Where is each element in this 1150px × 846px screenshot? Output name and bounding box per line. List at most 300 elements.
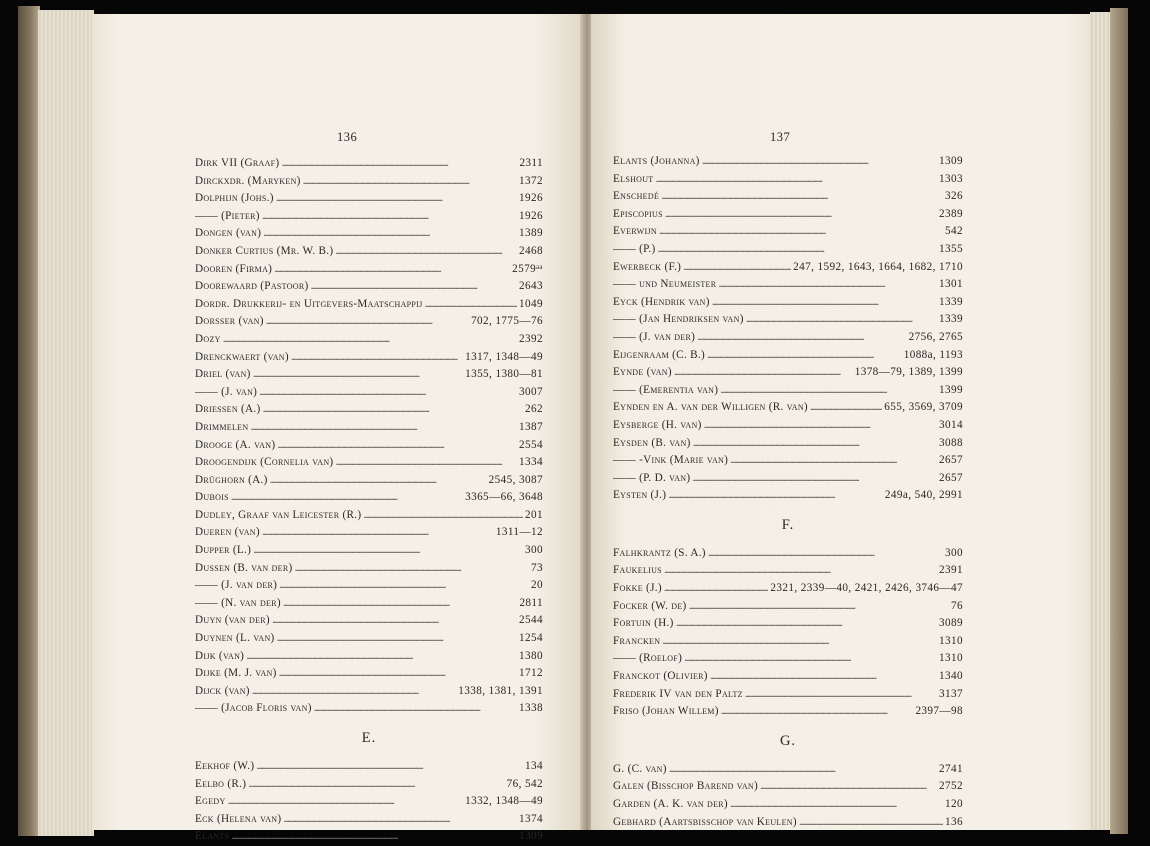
entry-pages: 2397—98 bbox=[915, 705, 963, 718]
entry-name: Drooge (A. van) bbox=[195, 438, 276, 451]
entry-name: Driel (van) bbox=[195, 368, 251, 381]
entry-pages: 134 bbox=[525, 760, 543, 772]
dot-leader bbox=[676, 615, 937, 633]
dot-leader bbox=[697, 329, 906, 347]
entry-name: —— (Roelof) bbox=[613, 652, 683, 665]
dot-leader bbox=[270, 472, 487, 490]
entry-pages: 1926 bbox=[519, 209, 543, 222]
entry-name: Duyn (van der) bbox=[195, 614, 270, 627]
entry-pages: 76 bbox=[951, 599, 963, 612]
index-entry bbox=[195, 454, 543, 472]
entry-name: —— (J. van der) bbox=[195, 579, 278, 592]
index-entry bbox=[613, 562, 963, 580]
entry-name: Elants bbox=[195, 830, 230, 843]
index-entry bbox=[195, 173, 543, 191]
dot-leader bbox=[730, 452, 937, 470]
index-entry bbox=[195, 595, 543, 613]
index-entry bbox=[613, 206, 963, 224]
entry-pages: 1301 bbox=[939, 278, 963, 291]
entry-name: Frederik IV van den Paltz bbox=[613, 687, 743, 700]
entry-pages: 1355 bbox=[939, 242, 963, 255]
index-entry bbox=[195, 401, 543, 419]
dot-leader bbox=[665, 206, 937, 224]
entry-name: Everwijn bbox=[613, 225, 657, 238]
entry-name: —— (P. D. van) bbox=[613, 471, 691, 484]
dot-leader bbox=[718, 276, 937, 294]
index-entry bbox=[195, 437, 543, 455]
entry-pages: 20 bbox=[531, 579, 543, 592]
index-entry bbox=[195, 524, 543, 542]
index-column-right bbox=[613, 153, 963, 831]
entry-pages: 1088a, 1193 bbox=[903, 348, 963, 361]
index-entry bbox=[613, 615, 963, 633]
entry-name: Friso (Johan Willem) bbox=[613, 705, 719, 718]
dot-leader bbox=[708, 545, 943, 563]
index-entry bbox=[613, 814, 963, 832]
entry-pages: 326 bbox=[945, 190, 963, 203]
dot-leader bbox=[263, 401, 523, 419]
index-entry bbox=[195, 208, 543, 226]
entry-pages: 3088 bbox=[939, 436, 963, 449]
entry-name: Drenckwaert (van) bbox=[195, 350, 289, 363]
entry-pages: 655, 3569, 3709 bbox=[884, 401, 963, 414]
dot-leader bbox=[262, 524, 494, 542]
entry-name: Galen (Bisschop Barend van) bbox=[613, 780, 759, 793]
index-entry bbox=[195, 758, 543, 776]
dot-leader bbox=[276, 190, 517, 208]
entry-pages: 1372 bbox=[519, 174, 543, 187]
entry-name: —— (Jacob Floris van) bbox=[195, 702, 312, 715]
dot-leader bbox=[253, 366, 463, 384]
dot-leader bbox=[425, 296, 517, 314]
dot-leader bbox=[335, 243, 517, 261]
index-entry bbox=[613, 470, 963, 488]
index-entry bbox=[195, 630, 543, 648]
entries-d bbox=[195, 155, 543, 718]
entry-name: Eynden en A. van der Willigen (R. van) bbox=[613, 401, 808, 414]
entry-pages: 1254 bbox=[519, 632, 543, 645]
dot-leader bbox=[799, 814, 943, 832]
entry-name: Garden (A. K. van der) bbox=[613, 798, 728, 810]
index-entry bbox=[613, 796, 963, 814]
dot-leader bbox=[692, 470, 937, 488]
index-entry bbox=[195, 648, 543, 666]
entry-pages: 2811 bbox=[519, 596, 543, 609]
index-entry bbox=[195, 472, 543, 490]
book-cover-right bbox=[1110, 8, 1128, 834]
index-column-left bbox=[195, 155, 543, 846]
entry-pages: 1334 bbox=[519, 456, 543, 469]
page-edges-right bbox=[1090, 12, 1112, 830]
entry-pages: 300 bbox=[945, 546, 963, 559]
entry-pages: 2321, 2339—40, 2421, 2426, 3746—47 bbox=[770, 582, 963, 595]
entry-pages: 3365—66, 3648 bbox=[465, 491, 543, 504]
index-entry bbox=[613, 329, 963, 347]
entry-pages: 2545, 3087 bbox=[488, 473, 543, 486]
dot-leader bbox=[720, 382, 937, 400]
entry-pages: 3007 bbox=[519, 385, 543, 398]
entry-name: Dolphijn (Johs.) bbox=[195, 192, 274, 205]
entry-name: —— (Emerentia van) bbox=[613, 383, 719, 396]
entry-name: Dirk VII (Graaf) bbox=[195, 157, 280, 169]
entry-pages: 249a, 540, 2991 bbox=[884, 489, 963, 502]
dot-leader bbox=[662, 633, 937, 651]
index-entry bbox=[195, 419, 543, 437]
page-edges-left bbox=[38, 10, 94, 836]
entry-pages: 2389 bbox=[939, 207, 963, 220]
entry-pages: 201 bbox=[525, 508, 543, 521]
dot-leader bbox=[277, 630, 517, 648]
dot-leader bbox=[730, 796, 943, 814]
entries-g bbox=[613, 761, 963, 831]
entry-pages: 542 bbox=[945, 225, 963, 238]
index-entry bbox=[613, 153, 963, 171]
dot-leader bbox=[684, 650, 937, 668]
dot-leader bbox=[274, 261, 510, 279]
dot-leader bbox=[745, 686, 937, 704]
entry-name: Francken bbox=[613, 634, 661, 647]
entry-name: Franckot (Olivier) bbox=[613, 670, 708, 683]
dot-leader bbox=[656, 171, 938, 189]
index-entry bbox=[195, 261, 543, 279]
index-entry bbox=[195, 313, 543, 331]
entry-pages: 1303 bbox=[939, 172, 963, 185]
dot-leader bbox=[259, 384, 517, 402]
index-entry bbox=[613, 347, 963, 365]
entry-name: Fokke (J.) bbox=[613, 582, 662, 595]
dot-leader bbox=[277, 437, 517, 455]
section-heading-e: E. bbox=[361, 730, 377, 746]
entry-pages: 2756, 2765 bbox=[908, 330, 963, 343]
entry-name: G. (C. van) bbox=[613, 762, 667, 775]
entry-name: Dijke (M. J. van) bbox=[195, 667, 277, 680]
entry-pages: 2741 bbox=[939, 762, 963, 775]
index-entry bbox=[613, 778, 963, 796]
index-entry bbox=[613, 761, 963, 779]
entry-name: Droogendijk (Cornelia van) bbox=[195, 456, 334, 469]
entry-name: Elants (Johanna) bbox=[613, 155, 700, 167]
section-heading-g: G. bbox=[779, 732, 797, 749]
entry-name: Dijk (van) bbox=[195, 649, 245, 662]
entry-pages: 2392 bbox=[519, 332, 543, 345]
index-entry bbox=[613, 435, 963, 453]
entry-pages: 1317, 1348—49 bbox=[465, 350, 543, 363]
index-entry bbox=[613, 382, 963, 400]
entry-name: Dijck (van) bbox=[195, 684, 250, 697]
dot-leader bbox=[712, 294, 937, 312]
entry-pages: 2643 bbox=[519, 280, 543, 293]
dot-leader bbox=[760, 778, 937, 796]
entry-pages: 2554 bbox=[519, 438, 543, 451]
index-entry bbox=[195, 828, 543, 846]
index-entry bbox=[613, 580, 963, 598]
dot-leader bbox=[335, 454, 517, 472]
dot-leader bbox=[659, 223, 943, 241]
dot-leader bbox=[311, 278, 517, 296]
entry-pages: 2311 bbox=[519, 157, 543, 169]
entry-pages: 300 bbox=[525, 544, 543, 557]
index-entry bbox=[195, 811, 543, 829]
entry-name: Duynen (L. van) bbox=[195, 632, 275, 645]
index-entry bbox=[195, 489, 543, 507]
dot-leader bbox=[272, 612, 517, 630]
dot-leader bbox=[262, 208, 517, 226]
entry-pages: 1339 bbox=[939, 295, 963, 308]
entry-pages: 1378—79, 1389, 1399 bbox=[854, 366, 963, 379]
entry-name: Eekhof (W.) bbox=[195, 760, 255, 772]
entry-name: Faukelius bbox=[613, 564, 662, 577]
dot-leader bbox=[281, 155, 517, 173]
index-entry bbox=[195, 793, 543, 811]
entry-name: Episcopius bbox=[613, 207, 663, 220]
dot-leader bbox=[263, 225, 517, 243]
dot-leader bbox=[710, 668, 937, 686]
dot-leader bbox=[266, 313, 469, 331]
entry-name: Ewerbeck (F.) bbox=[613, 260, 682, 273]
index-entry bbox=[613, 668, 963, 686]
index-entry bbox=[613, 633, 963, 651]
dot-leader bbox=[689, 598, 949, 616]
dot-leader bbox=[674, 364, 853, 382]
index-entry bbox=[613, 686, 963, 704]
entry-name: Dussen (B. van der) bbox=[195, 561, 293, 574]
dot-leader bbox=[231, 828, 517, 846]
dot-leader bbox=[683, 259, 791, 277]
entry-name: Donker Curtius (Mr. W. B.) bbox=[195, 244, 334, 257]
dot-leader bbox=[252, 683, 456, 701]
index-entry bbox=[195, 278, 543, 296]
entry-name: Eysden (B. van) bbox=[613, 436, 691, 449]
index-entry bbox=[613, 452, 963, 470]
dot-leader bbox=[704, 417, 937, 435]
entry-pages: 1309 bbox=[519, 830, 543, 843]
index-entry bbox=[195, 225, 543, 243]
entry-pages: 1712 bbox=[519, 667, 543, 680]
index-entry bbox=[613, 487, 963, 505]
index-entry bbox=[613, 171, 963, 189]
entry-name: Driessen (A.) bbox=[195, 403, 261, 416]
index-entry bbox=[613, 311, 963, 329]
index-entry bbox=[613, 276, 963, 294]
dot-leader bbox=[303, 173, 517, 191]
index-entry bbox=[195, 577, 543, 595]
dot-leader bbox=[721, 703, 914, 721]
index-entry bbox=[195, 507, 543, 525]
dot-leader bbox=[283, 811, 517, 829]
entry-pages: 1387 bbox=[519, 420, 543, 433]
dot-leader bbox=[279, 577, 529, 595]
entry-name: —— -Vink (Marie van) bbox=[613, 454, 729, 467]
entry-name: Fortuin (H.) bbox=[613, 617, 674, 630]
entry-name: —— (N. van der) bbox=[195, 596, 281, 609]
index-entry bbox=[613, 223, 963, 241]
dot-leader bbox=[363, 507, 523, 525]
entry-pages: 1311—12 bbox=[495, 526, 543, 539]
entry-pages: 1355, 1380—81 bbox=[465, 368, 543, 381]
entry-pages: 76, 542 bbox=[506, 777, 543, 790]
entry-pages: 1374 bbox=[519, 812, 543, 825]
entry-name: Drimmelen bbox=[195, 420, 249, 433]
entry-name: —— (J. van der) bbox=[613, 330, 696, 343]
entry-name: Dorsser (van) bbox=[195, 315, 264, 328]
entry-pages: 1389 bbox=[519, 227, 543, 240]
entry-name: Elshout bbox=[613, 172, 654, 185]
entry-pages: 120 bbox=[945, 798, 963, 810]
entries-e-left bbox=[195, 758, 543, 846]
page-number-left: 136 bbox=[337, 130, 358, 144]
index-entry bbox=[195, 776, 543, 794]
entry-name: Doorewaard (Pastoor) bbox=[195, 280, 309, 293]
dot-leader bbox=[228, 793, 464, 811]
entry-pages: 1399 bbox=[939, 383, 963, 396]
dot-leader bbox=[314, 700, 517, 718]
entry-name: Focker (W. de) bbox=[613, 599, 687, 612]
entry-pages: 1310 bbox=[939, 634, 963, 647]
dot-leader bbox=[248, 776, 504, 794]
book-cover-left bbox=[18, 6, 40, 836]
dot-leader bbox=[283, 595, 518, 613]
entry-pages: 1309 bbox=[939, 155, 963, 167]
index-entry bbox=[195, 683, 543, 701]
dot-leader bbox=[231, 489, 463, 507]
entry-pages: 1926 bbox=[519, 192, 543, 205]
index-entry bbox=[613, 417, 963, 435]
entry-pages: 1332, 1348—49 bbox=[465, 795, 543, 808]
index-entry bbox=[195, 296, 543, 314]
entry-pages: 2391 bbox=[939, 564, 963, 577]
entry-pages: 3137 bbox=[939, 687, 963, 700]
index-entry bbox=[195, 665, 543, 683]
entry-name: —— und Neumeister bbox=[613, 278, 717, 291]
dot-leader bbox=[256, 758, 523, 776]
dot-leader bbox=[223, 331, 517, 349]
index-entry bbox=[613, 294, 963, 312]
entry-name: Dupper (L.) bbox=[195, 544, 252, 557]
entries-f bbox=[613, 545, 963, 721]
entry-name: Eysten (J.) bbox=[613, 489, 667, 502]
index-entry bbox=[195, 243, 543, 261]
dot-leader bbox=[661, 188, 943, 206]
index-entry bbox=[613, 598, 963, 616]
entry-name: Dubois bbox=[195, 491, 229, 504]
dot-leader bbox=[746, 311, 937, 329]
index-entry bbox=[613, 399, 963, 417]
entry-pages: 1339 bbox=[939, 313, 963, 326]
index-entry bbox=[195, 331, 543, 349]
entry-name: Dueren (van) bbox=[195, 526, 260, 539]
dot-leader bbox=[250, 419, 517, 437]
index-entry bbox=[195, 560, 543, 578]
entry-pages: 2579ᵃᵃ bbox=[512, 262, 543, 275]
index-entry bbox=[613, 545, 963, 563]
entry-name: —— (Pieter) bbox=[195, 209, 260, 222]
entry-pages: 73 bbox=[531, 561, 543, 574]
dot-leader bbox=[253, 542, 523, 560]
entry-name: Dirckxdr. (Maryken) bbox=[195, 174, 301, 187]
entry-name: Dordr. Drukkerij- en Uitgevers-Maatschappij bbox=[195, 297, 423, 310]
index-entry bbox=[195, 366, 543, 384]
entry-pages: 1310 bbox=[939, 652, 963, 665]
entry-name: —— (P.) bbox=[613, 242, 656, 255]
dot-leader bbox=[664, 562, 937, 580]
dot-leader bbox=[246, 648, 517, 666]
dot-leader bbox=[693, 435, 937, 453]
entry-pages: 247, 1592, 1643, 1664, 1682, 1710 bbox=[793, 260, 963, 273]
entry-name: Eynde (van) bbox=[613, 366, 672, 379]
entry-name: Eyck (Hendrik van) bbox=[613, 295, 710, 308]
dot-leader bbox=[707, 347, 902, 365]
index-entry bbox=[613, 364, 963, 382]
entry-name: Dudley, Graaf van Leicester (R.) bbox=[195, 508, 362, 521]
entry-name: Eck (Helena van) bbox=[195, 812, 282, 825]
entry-pages: 1380 bbox=[519, 649, 543, 662]
entry-pages: 2657 bbox=[939, 454, 963, 467]
entry-pages: 2657 bbox=[939, 471, 963, 484]
entry-pages: 2752 bbox=[939, 780, 963, 793]
index-entry bbox=[613, 241, 963, 259]
entry-pages: 702, 1775—76 bbox=[471, 315, 543, 328]
dot-leader bbox=[669, 761, 937, 779]
entry-name: Eijgenraam (C. B.) bbox=[613, 348, 706, 361]
entry-pages: 1049 bbox=[519, 297, 543, 310]
entry-pages: 1338 bbox=[519, 702, 543, 715]
index-entry bbox=[195, 384, 543, 402]
section-heading-f: F. bbox=[781, 516, 795, 533]
entry-pages: 1340 bbox=[939, 670, 963, 683]
dot-leader bbox=[810, 399, 882, 417]
entry-pages: 136 bbox=[945, 815, 963, 828]
entry-name: Dozy bbox=[195, 332, 221, 345]
entry-pages: 262 bbox=[525, 403, 543, 416]
index-entry bbox=[613, 188, 963, 206]
dot-leader bbox=[664, 580, 769, 598]
entry-name: Falhkrantz (S. A.) bbox=[613, 546, 706, 559]
dot-leader bbox=[291, 349, 463, 367]
entry-name: Enschedé bbox=[613, 190, 660, 203]
entry-pages: 3014 bbox=[939, 418, 963, 431]
index-entry bbox=[195, 542, 543, 560]
page-number-right: 137 bbox=[770, 130, 791, 144]
dot-leader bbox=[658, 241, 938, 259]
entry-name: Eysberge (H. van) bbox=[613, 418, 702, 431]
entry-name: —— (J. van) bbox=[195, 385, 258, 398]
index-entry bbox=[195, 700, 543, 718]
entry-name: Gebhard (Aartsbisschop van Keulen) bbox=[613, 815, 797, 828]
index-entry bbox=[613, 650, 963, 668]
index-entry bbox=[195, 155, 543, 173]
entry-name: Egedy bbox=[195, 795, 226, 808]
entry-pages: 2544 bbox=[519, 614, 543, 627]
entry-pages: 3089 bbox=[939, 617, 963, 630]
entry-name: Eelbo (R.) bbox=[195, 777, 247, 790]
entry-pages: 1338, 1381, 1391 bbox=[458, 684, 543, 697]
entry-name: Drüghorn (A.) bbox=[195, 473, 268, 486]
entry-name: Dooren (Firma) bbox=[195, 262, 273, 275]
dot-leader bbox=[702, 153, 937, 171]
index-entry bbox=[195, 349, 543, 367]
dot-leader bbox=[295, 560, 529, 578]
dot-leader bbox=[668, 487, 883, 505]
index-entry bbox=[195, 190, 543, 208]
dot-leader bbox=[279, 665, 517, 683]
entry-name: —— (Jan Hendriksen van) bbox=[613, 313, 744, 326]
entry-name: Dongen (van) bbox=[195, 227, 262, 240]
index-entry bbox=[195, 612, 543, 630]
entry-pages: 2468 bbox=[519, 244, 543, 257]
index-entry bbox=[613, 259, 963, 277]
index-entry bbox=[613, 703, 963, 721]
entries-e-right bbox=[613, 153, 963, 505]
